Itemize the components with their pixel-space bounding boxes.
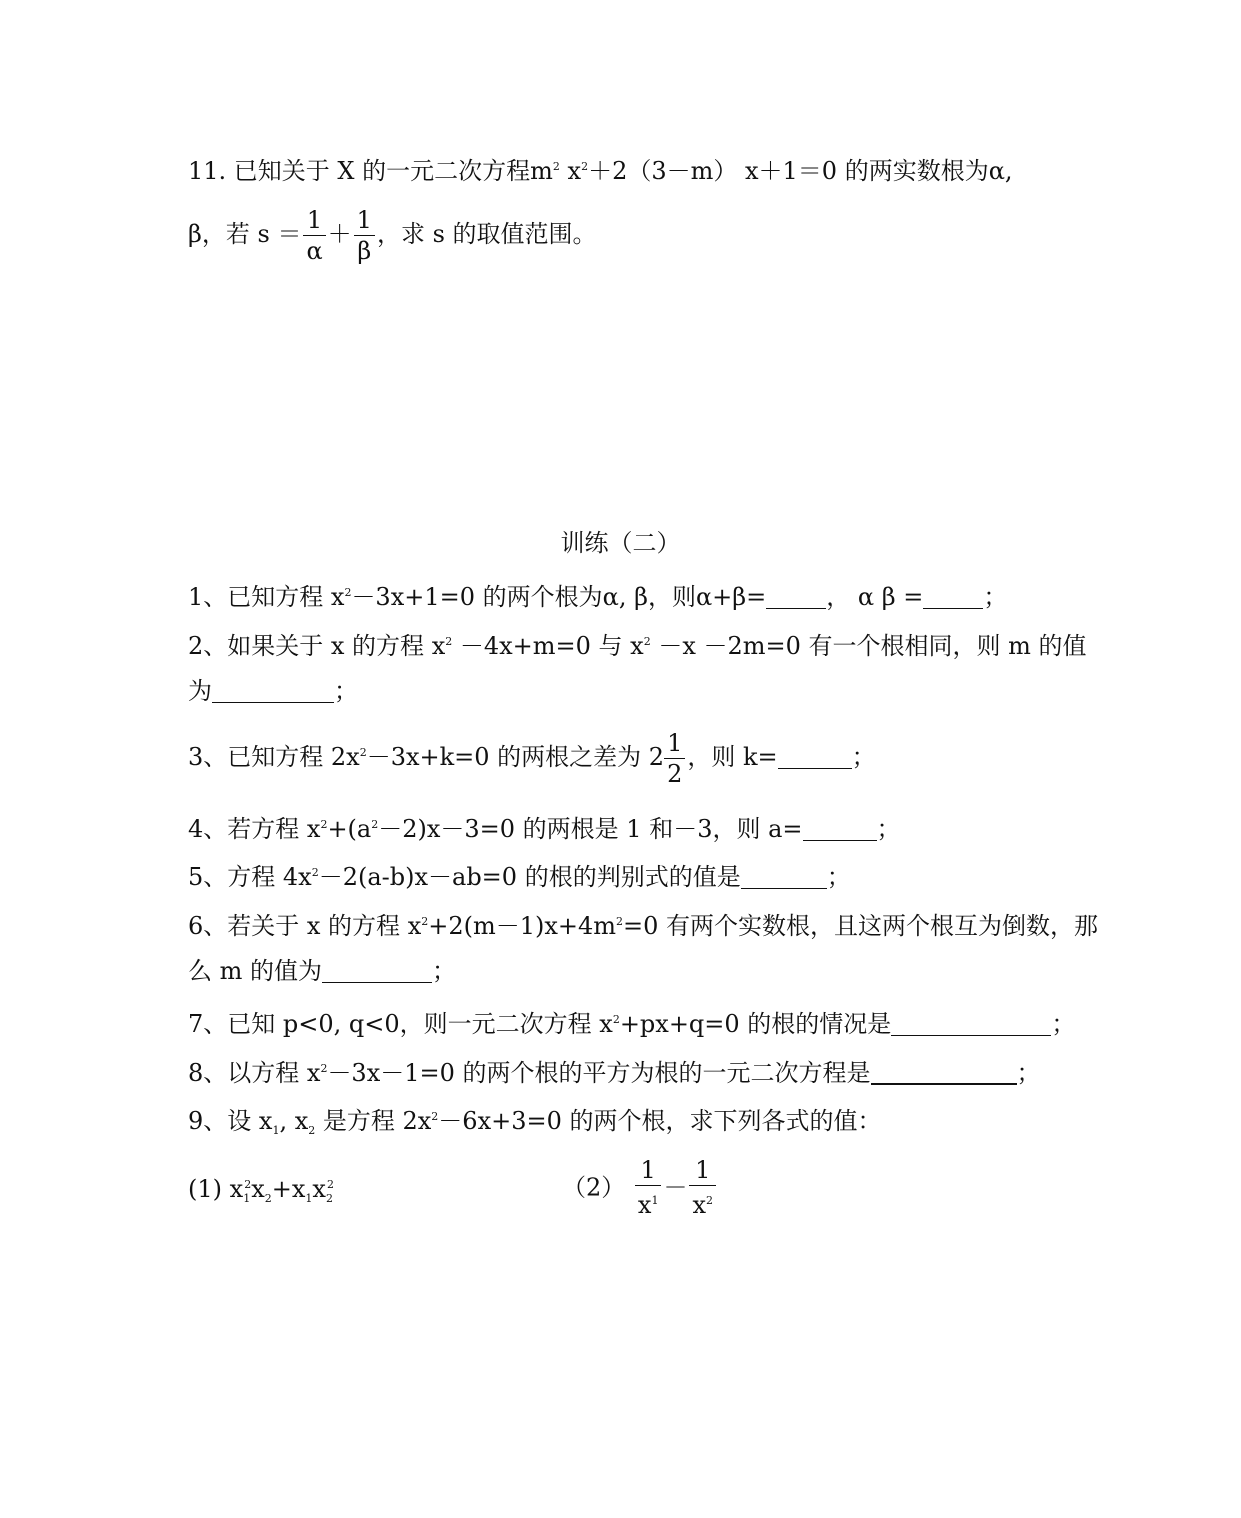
text-fragment: +(a	[327, 815, 372, 843]
fraction-1-over-x1	[635, 1155, 662, 1220]
text-fragment: 2	[616, 915, 624, 928]
text-fragment: 1	[243, 1192, 251, 1205]
text-fragment: 是方程 2x	[315, 1107, 432, 1135]
text-fragment: 4、若方程 x	[188, 815, 321, 843]
text-fragment: 2	[612, 1013, 620, 1026]
fraction-1-over-x2	[689, 1155, 716, 1220]
text-fragment: 2	[643, 635, 651, 648]
text-fragment: ；	[1016, 1059, 1041, 1087]
text-fragment: 1	[640, 1156, 656, 1184]
text-fragment: 为	[188, 677, 212, 705]
problem-6-line-2	[188, 956, 456, 986]
problem-9	[188, 1102, 882, 1146]
problem-5	[188, 858, 851, 892]
text-fragment: x	[692, 1191, 707, 1219]
text-fragment: －	[663, 1173, 688, 1202]
text-fragment: 2	[445, 635, 453, 648]
answer-blank[interactable]	[322, 960, 432, 983]
q11-line-1	[188, 152, 1013, 186]
text-fragment: x	[229, 1175, 244, 1203]
text-fragment: x	[312, 1175, 326, 1203]
problem-8	[188, 1054, 1041, 1088]
text-fragment: x	[291, 1175, 306, 1203]
text-fragment: +px+q=0 的根的情况是	[619, 1010, 892, 1038]
text-fragment: －x －2m=0 有一个根相同，则 m 的值	[650, 632, 1087, 660]
text-fragment: 2	[664, 758, 685, 789]
text-fragment: －4x+m=0 与 x	[452, 632, 644, 660]
problem-9-part-1	[188, 1170, 334, 1214]
text-fragment: x	[637, 1191, 652, 1219]
problem-1	[188, 578, 1007, 612]
problem-2-line-2	[188, 676, 358, 706]
text-fragment: ＋	[327, 220, 352, 248]
text-fragment: ；	[851, 743, 876, 771]
text-fragment: －6x+3=0 的两个根，求下列各式的值：	[438, 1107, 882, 1135]
text-fragment: 8、以方程 x	[188, 1059, 321, 1087]
text-fragment: －3x+k=0 的两根之差为 2	[366, 743, 665, 771]
text-fragment: 5、方程 4x	[188, 863, 312, 891]
text-fragment: +2(m－1)x+4m	[428, 912, 617, 940]
section-title: 训练（二）	[560, 529, 681, 557]
text-fragment: α	[303, 235, 325, 266]
text-fragment: ；	[432, 957, 457, 985]
problem-4	[188, 810, 901, 844]
text-fragment: 2	[421, 915, 429, 928]
text-fragment: ， α β =	[826, 583, 924, 611]
problem-3	[188, 728, 876, 789]
text-fragment: 2	[581, 160, 589, 173]
text-fragment: 11. 已知关于 X 的一元二次方程m	[188, 157, 553, 185]
text-fragment: β	[354, 235, 375, 266]
problem-9-part-2	[562, 1155, 718, 1220]
text-fragment: 1	[356, 206, 372, 234]
text-fragment: , x	[279, 1107, 309, 1135]
text-fragment: 2	[431, 1110, 439, 1123]
text-fragment: 1	[667, 729, 683, 757]
text-fragment: 2	[325, 1192, 333, 1205]
text-fragment: ；	[1051, 1010, 1076, 1038]
answer-blank[interactable]	[778, 746, 852, 769]
text-fragment: 1	[651, 1194, 659, 1207]
text-fragment: 2	[359, 746, 367, 759]
text-fragment: +	[271, 1175, 292, 1203]
text-fragment: β，若 s ＝	[188, 220, 302, 248]
text-fragment: 2	[244, 1178, 252, 1191]
text-fragment: 2	[320, 818, 328, 831]
text-fragment: 1	[306, 206, 323, 234]
text-fragment: ，则 k=	[687, 743, 778, 771]
text-fragment: ；	[334, 677, 358, 705]
text-fragment: ＋2（3－m） x＋1＝0 的两实数根为α,	[588, 157, 1013, 185]
text-fragment: 7、已知 p<0, q<0，则一元二次方程 x	[188, 1010, 613, 1038]
text-fragment: 2	[311, 866, 319, 879]
text-fragment: 2	[320, 1062, 328, 1075]
text-fragment: 1	[272, 1124, 280, 1137]
text-fragment: 2	[706, 1194, 714, 1207]
fraction-1-over-alpha	[303, 205, 325, 266]
text-fragment: －2(a-b)x－ab=0 的根的判别式的值是	[318, 863, 741, 891]
text-fragment: (1)	[188, 1175, 222, 1203]
text-fragment: ，求 s 的取值范围。	[376, 220, 597, 248]
answer-blank[interactable]	[803, 818, 877, 841]
text-fragment: ；	[826, 863, 851, 891]
answer-blank[interactable]	[923, 586, 983, 609]
text-fragment: －2)x－3=0 的两根是 1 和－3，则 a=	[378, 815, 803, 843]
text-fragment: =0 有两个实数根，且这两个根互为倒数，那	[623, 912, 1099, 940]
answer-blank[interactable]	[741, 866, 827, 889]
text-fragment: ；	[983, 583, 1008, 611]
fraction-one-half	[664, 728, 685, 789]
problem-7	[188, 1005, 1075, 1039]
text-fragment: 2	[308, 1124, 316, 1137]
answer-blank[interactable]	[891, 1013, 1051, 1036]
answer-blank[interactable]	[766, 586, 826, 609]
text-fragment: 2	[552, 160, 560, 173]
problem-2-line-1	[188, 627, 1087, 661]
text-fragment: 3、已知方程 2x	[188, 743, 360, 771]
text-fragment: 2	[326, 1178, 334, 1191]
text-fragment: 1	[695, 1156, 711, 1184]
answer-blank[interactable]	[871, 1061, 1017, 1085]
text-fragment: （2）	[562, 1173, 626, 1202]
text-fragment: 2	[264, 1192, 272, 1205]
problem-6-line-1	[188, 907, 1098, 941]
q11-line-2	[188, 205, 597, 266]
text-fragment: x	[559, 157, 582, 185]
text-fragment: 1	[305, 1192, 313, 1205]
text-fragment: 2、如果关于 x 的方程 x	[188, 632, 446, 660]
text-fragment: 9、设 x	[188, 1107, 273, 1135]
text-fragment: x	[251, 1175, 265, 1203]
text-fragment: 6、若关于 x 的方程 x	[188, 912, 422, 940]
text-fragment: 2	[344, 586, 352, 599]
fraction-1-over-beta	[354, 205, 375, 266]
answer-blank[interactable]	[212, 680, 334, 703]
text-fragment: 么 m 的值为	[188, 957, 323, 985]
text-fragment: 1、已知方程 x	[188, 583, 345, 611]
text-fragment: －3x－1=0 的两个根的平方为根的一元二次方程是	[327, 1059, 871, 1087]
text-fragment: ；	[876, 815, 901, 843]
text-fragment: 2	[371, 818, 379, 831]
text-fragment: －3x+1=0 的两个根为α, β，则α+β=	[351, 583, 767, 611]
